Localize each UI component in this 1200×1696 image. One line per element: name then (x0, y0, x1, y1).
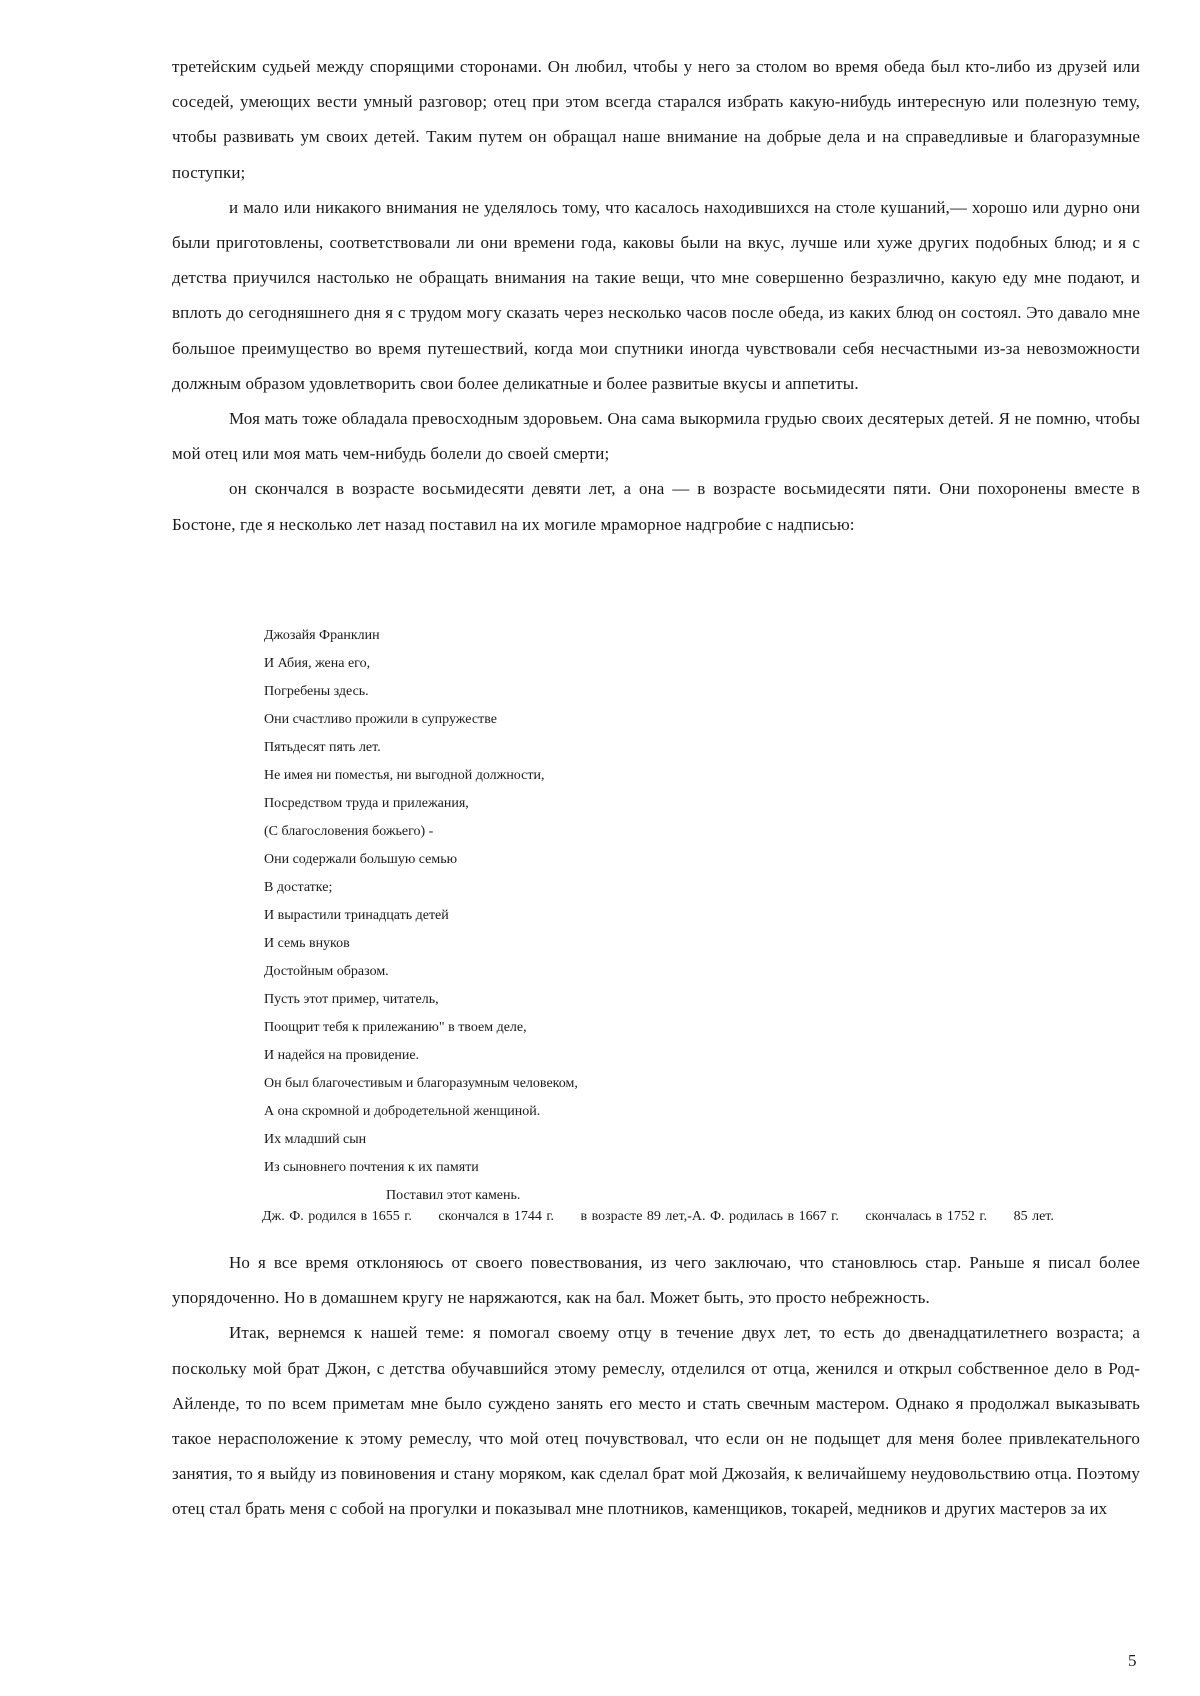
dates-age-af-born: в возрасте 89 лет,-А. Ф. родилась в 1667 г. (580, 1209, 839, 1224)
epitaph-line: В достатке; (264, 880, 333, 895)
paragraph-apprenticeship: Итак, вернемся к нашей теме: я помогал своему отцу в течение двух лет, то есть до двенадцатилетнего возраста; а поскольку мой брат Джон, с детства обучавшийся этому ремеслу, отделился от отца, женился и открыл собственное дело в Род-Айленде, то по всем приметам мне было суждено занять его место и стать свечным мастером. Однако я продолжал выказывать такое нерасположение к этому ремеслу, что мой отец почувствовал, что если он не подыщет для меня более привлекательного занятия, то я выйду из повиновения и стану моряком, как сделал брат мой Джозайя, к величайшему неудовольствию отца. Поэтому отец стал брать меня с собой на прогулки и показывал мне плотников, каменщиков, токарей, медников и других мастеров за их (172, 1323, 1140, 1519)
page-number: 5 (1128, 1651, 1137, 1670)
epitaph (264, 622, 864, 1210)
epitaph-line: Погребены здесь. (264, 684, 369, 699)
epitaph-line: Пусть этот пример, читатель, (264, 992, 439, 1007)
paragraph-dinner-talk: третейским судьей между спорящими сторонами. Он любил, чтобы у него за столом во время обеда был кто-либо из друзей или соседей, умеющих вести умный разговор; отец при этом всегда старался избрать какую-нибудь интересную или полезную тему, чтобы развивать ум своих детей. Таким путем он обращал наше внимание на добрые дела и на справедливые и благоразумные поступки; (172, 57, 1140, 182)
epitaph-line: Их младший сын (264, 1132, 367, 1147)
epitaph-line: А она скромной и добродетельной женщиной. (264, 1104, 541, 1119)
paragraph-parents-death: он скончался в возрасте восьмидесяти девяти лет, а она — в возрасте восьмидесяти пяти. Они похоронены вместе в Бостоне, где я несколько лет назад поставил на их могиле мраморное надгробие с надписью: (172, 479, 1140, 534)
dates-af-age: 85 лет. (1013, 1209, 1054, 1224)
epitaph-line: Достойным образом. (264, 964, 389, 979)
paragraph-mother-health: Моя мать тоже обладала превосходным здоровьем. Она сама выкормила грудью своих десятерых детей. Я не помню, чтобы мой отец или моя мать чем-нибудь болели до своей смерти; (172, 409, 1140, 464)
epitaph-line: Они счастливо прожили в супружестве (264, 712, 497, 727)
paragraph-digression: Но я все время отклоняюсь от своего повествования, из чего заключаю, что становлюсь стар. Раньше я писал более упорядоченно. Но в домашнем кругу не наряжаются, как на бал. Может быть, это просто небрежность. (172, 1253, 1140, 1308)
epitaph-line: Поощрит тебя к прилежанию" в твоем деле, (264, 1020, 527, 1035)
epitaph-signature: Поставил этот камень. (386, 1188, 521, 1203)
epitaph-line: И надейся на провидение. (264, 1048, 420, 1063)
dates-line (262, 1206, 1162, 1228)
epitaph-line: И Абия, жена его, (264, 656, 371, 671)
epitaph-line: И вырастили тринадцать детей (264, 908, 449, 923)
epitaph-line: Из сыновнего почтения к их памяти (264, 1160, 479, 1175)
dates-af-died: скончалась в 1752 г. (865, 1209, 988, 1224)
dates-jf-died: скончался в 1744 г. (438, 1209, 555, 1224)
epitaph-line: Пятьдесят пять лет. (264, 740, 381, 755)
epitaph-line: И семь внуков (264, 936, 350, 951)
dates-jf-born: Дж. Ф. родился в 1655 г. (262, 1209, 412, 1224)
epitaph-line: Джозайя Франклин (264, 628, 380, 643)
epitaph-line: (С благословения божьего) - (264, 824, 434, 839)
epitaph-line: Они содержали большую семью (264, 852, 458, 867)
epitaph-line: Не имея ни поместья, ни выгодной должности, (264, 768, 545, 783)
bottom-text-block (172, 1245, 1140, 1527)
top-text-block (172, 49, 1140, 542)
paragraph-food-indifference: и мало или никакого внимания не уделялось тому, что касалось находившихся на столе кушаний,— хорошо или дурно они были приготовлены, соответствовали ли они времени года, каковы были на вкус, лучше или хуже других подобных блюд; и я с детства приучился настолько не обращать внимания на такие вещи, что мне совершенно безразлично, какую еду мне подают, и вплоть до сегодняшнего дня я с трудом могу сказать через несколько часов после обеда, из каких блюд он состоял. Это давало мне большое преимущество во время путешествий, когда мои спутники иногда чувствовали себя несчастными из-за невозможности должным образом удовлетворить свои более деликатные и более развитые вкусы и аппетиты. (172, 197, 1140, 393)
epitaph-line: Посредством труда и прилежания, (264, 796, 469, 811)
epitaph-line: Он был благочестивым и благоразумным человеком, (264, 1076, 578, 1091)
